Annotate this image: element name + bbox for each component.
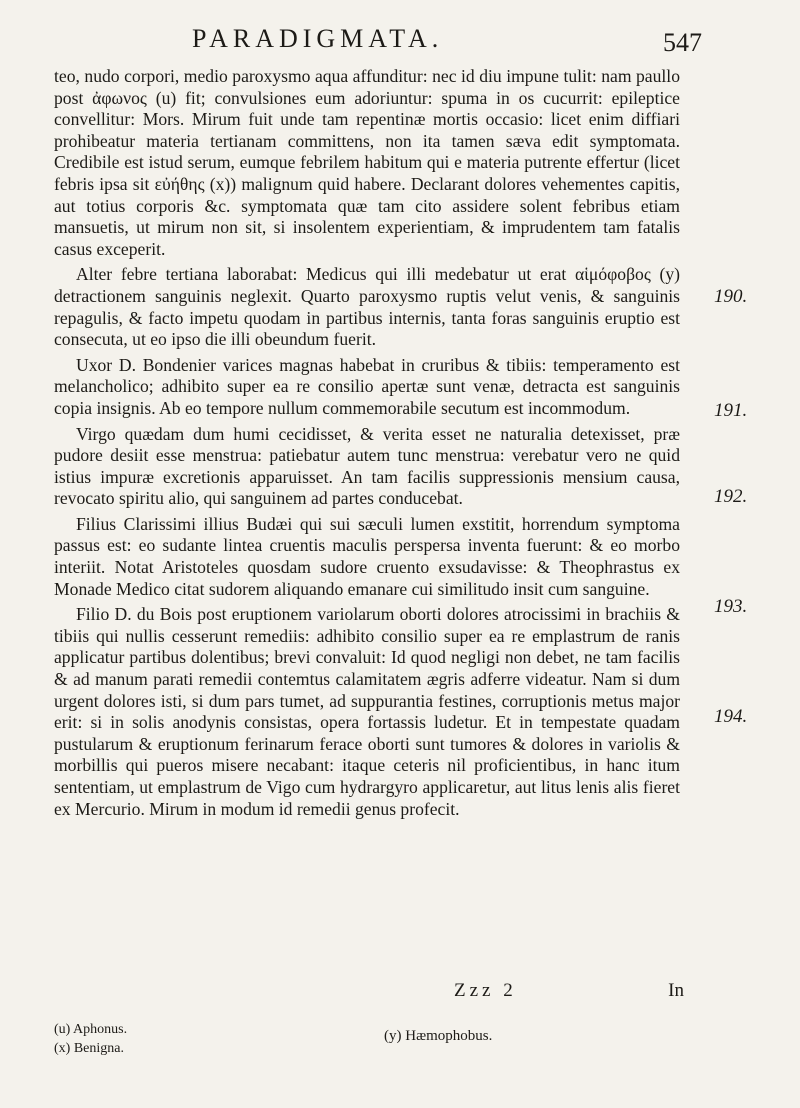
page-number: 547 xyxy=(663,28,702,57)
paragraph-continuation: teo, nudo corpori, medio paroxysmo aqua affunditur: nec id diu impune tulit: nam paullo post ἀφωνος (u) fit; convulsiones eum adoriuntur: spuma in os cucurrit: epileptice convellitur: Mors. Mirum fuit unde tam repentinæ mortis occasio: licet enim diffiari prohibeatur materia tertianam committens, non ita tamen sæva edit symptomata. Credibile est istud serum, eumque febrilem habitum qui e materia putrente effertur (licet febris ipsa sit εὐήθης (x)) malignum quid habere. Declarant dolores vehementes capitis, aut totius corporis &c. symptomata quæ tam cito assidere solent febribus etiam mansuetis, ut mirum non sit, si insolentem experientiam, & imprudentem tam fatalis casus exceperit. xyxy=(54,66,680,259)
margin-number-192: 192. xyxy=(714,486,748,507)
body-text xyxy=(54,66,680,820)
margin-number-193: 193. xyxy=(714,596,748,617)
paragraph-193: Filius Clarissimi illius Budæi qui sui sæculi lumen exstitit, horrendum symptoma passus est: eo sudante lintea cruentis maculis perspersa inventa fuerunt: & eo morbo interiit. Notat Aristoteles quosdam sudore cruento exsudavisse: & Theophrastus ex Monade Medico citat sudorem aliquando emanare cui similitudo insit cum sanguine. xyxy=(54,513,680,599)
paragraph-191: Uxor D. Bondenier varices magnas habebat in cruribus & tibiis: temperamento est melancholico; adhibito super ea re consilio apertæ sunt venæ, detracta est sanguinis copia insignis. Ab eo tempore nullum commemorabile secutum est incommodum. xyxy=(54,354,680,418)
footnote-x: (x) Benigna. xyxy=(54,1041,124,1056)
catchword-line xyxy=(54,980,684,1006)
running-title: PARADIGMATA. xyxy=(192,24,444,53)
paragraph-192: Virgo quædam dum humi cecidisset, & verita esset ne naturalia detexisset, præ pudore desiit esse menstrua: patiebatur autem tunc menstrua: verebatur vero ne quid istius impuræ excretionis apparuisset. An tam facilis suppressionis mensium causa, revocato spiritu alio, qui sanguinem ad partes conducebat. xyxy=(54,423,680,509)
page-header xyxy=(54,22,702,58)
paragraph-194: Filio D. du Bois post eruptionem variolarum oborti dolores atrocissimi in brachiis & tibiis qui nullis cesserunt remediis: adhibito consilio super ea re emplastrum de ranis applicatur partibus dolentibus; brevi convaluit: Id quod negligi non debet, ne tam facilis & ad manum parati remedii contemtus calamitatem ægris adferre videatur. Nam si dum urgent dolores isti, si dum pars tumet, ad suppurantia festines, corruptionis metus major erit: si in solis anodynis consistas, opera fortassis ludetur. Et in tempestate quadam pustularum & eruptionum ferinarum ferace oborti sunt tumores & dolores in variolis & morbillis qui pueros misere necabant: itaque ceteris nil proficientibus, in hanc itum sententiam, ut emplastrum de Vigo cum hydrargyro applicaretur, aut litus lenis alis fieret ex Mercurio. Mirum in modum id remedii genus profecit. xyxy=(54,604,680,819)
signature-mark: Zzz 2 xyxy=(454,980,517,1001)
footnote-u: (u) Aphonus. xyxy=(54,1022,128,1037)
paragraph-190: Alter febre tertiana laborabat: Medicus qui illi medebatur ut erat αἱμόφοβος (y) detractionem sanguinis neglexit. Quarto paroxysmo ruptis velut venis, & sanguinis repagulis, & facto impetu quodam in partibus internis, tanta foras sanguinis eruptio est consecuta, ut eo ipso die illi obeundum fuerit. xyxy=(54,264,680,350)
margin-number-194: 194. xyxy=(714,706,748,727)
margin-number-190: 190. xyxy=(714,286,748,307)
catchword: In xyxy=(668,980,684,1001)
footnote-y: (y) Hæmophobus. xyxy=(384,1028,493,1044)
margin-number-191: 191. xyxy=(714,400,748,421)
